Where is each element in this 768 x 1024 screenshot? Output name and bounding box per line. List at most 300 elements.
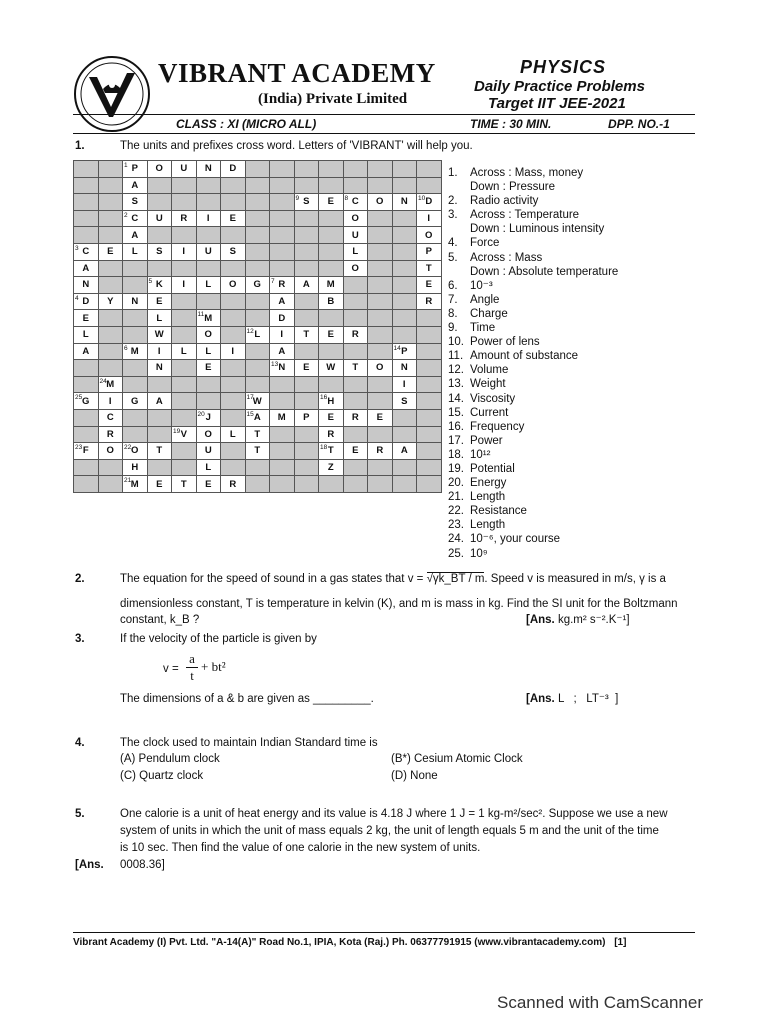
answer-label: [Ans. — [526, 693, 555, 705]
crossword-cell — [270, 210, 295, 227]
clue-text: Energy — [470, 477, 507, 490]
crossword-cell — [172, 360, 197, 377]
crossword-cell — [221, 227, 246, 244]
crossword-cell — [123, 426, 148, 443]
crossword-cell — [98, 476, 123, 493]
clue-item — [448, 363, 618, 377]
crossword-cell: E — [319, 326, 344, 343]
crossword-cell: E — [319, 194, 344, 211]
crossword-cell: O — [147, 161, 172, 178]
crossword-cell: N — [392, 194, 417, 211]
crossword-row — [74, 194, 442, 211]
clue-text: Across : Mass, money — [470, 167, 584, 179]
crossword-row — [74, 443, 442, 460]
clue-number: 24. — [448, 533, 464, 546]
crossword-cell: 6 M — [123, 343, 148, 360]
clue-number: 22. — [448, 505, 464, 518]
crossword-cell: E — [221, 210, 246, 227]
question-2-line-1 — [120, 571, 666, 588]
crossword-cell: 9 S — [294, 194, 319, 211]
question-3-line-1: If the velocity of the particle is given by — [120, 633, 317, 645]
crossword-cell: 25 G — [74, 393, 99, 410]
question-3-answer — [526, 691, 618, 708]
clue-text: 10⁹ — [470, 547, 488, 560]
crossword-row — [74, 459, 442, 476]
crossword-cell: E — [196, 360, 221, 377]
crossword-cell: G — [123, 393, 148, 410]
crossword-cell — [270, 393, 295, 410]
crossword-row — [74, 161, 442, 178]
crossword-cell — [343, 277, 368, 294]
crossword-cell — [270, 177, 295, 194]
crossword-cell: E — [74, 310, 99, 327]
header-divider-bottom — [73, 133, 695, 134]
clue-item — [448, 448, 618, 462]
clue-number: 12. — [448, 364, 464, 377]
crossword-cell — [343, 476, 368, 493]
clue-text: Length — [470, 519, 506, 532]
clue-number: 6. — [448, 279, 458, 292]
clue-text: 10¹² — [470, 448, 491, 461]
crossword-cell — [417, 426, 442, 443]
crossword-cell — [294, 227, 319, 244]
header-divider-top — [73, 114, 695, 115]
crossword-cell — [294, 177, 319, 194]
crossword-cell — [294, 161, 319, 178]
crossword-cell — [98, 260, 123, 277]
crossword-cell — [172, 177, 197, 194]
crossword-cell — [392, 476, 417, 493]
clue-text: Amount of substance — [470, 350, 579, 363]
brand-subtitle: (India) Private Limited — [258, 91, 408, 107]
crossword-cell — [417, 376, 442, 393]
crossword-cell — [147, 177, 172, 194]
crossword-cell — [98, 210, 123, 227]
clue-number: 5. — [448, 251, 458, 264]
crossword-cell — [172, 194, 197, 211]
crossword-cell — [343, 426, 368, 443]
crossword-cell — [221, 393, 246, 410]
crossword-cell — [343, 376, 368, 393]
crossword-cell: 17 W — [245, 393, 270, 410]
crossword-cell: O — [368, 360, 393, 377]
clue-text: Down : Absolute temperature — [470, 265, 619, 278]
crossword-cell — [172, 443, 197, 460]
clue-text: Across : Temperature — [470, 209, 580, 222]
crossword-cell — [417, 177, 442, 194]
crossword-cell: A — [74, 343, 99, 360]
clue-number — [448, 265, 470, 279]
crossword-cell — [319, 210, 344, 227]
clue-item — [448, 476, 618, 490]
crossword-cell: A — [147, 393, 172, 410]
crossword-cell: I — [196, 210, 221, 227]
crossword-cell: O — [221, 277, 246, 294]
crossword-cell — [368, 277, 393, 294]
crossword-cell — [270, 161, 295, 178]
crossword-cell: A — [270, 343, 295, 360]
crossword-cell — [417, 409, 442, 426]
clue-number: 11. — [448, 350, 464, 363]
clue-text: Potential — [470, 462, 515, 475]
clue-item — [448, 236, 618, 250]
clue-number: 20. — [448, 477, 464, 490]
crossword-cell — [74, 476, 99, 493]
question-number-5: 5. — [75, 808, 85, 820]
crossword-cell: O — [343, 260, 368, 277]
crossword-cell — [392, 161, 417, 178]
crossword-cell: L — [221, 426, 246, 443]
crossword-cell — [196, 376, 221, 393]
crossword-cell: D — [270, 310, 295, 327]
crossword-cell — [74, 177, 99, 194]
crossword-cell: 12 L — [245, 326, 270, 343]
time-label: TIME : 30 MIN. — [470, 117, 552, 131]
crossword-cell — [221, 310, 246, 327]
option-c: (C) Quartz clock — [120, 770, 204, 782]
crossword-cell — [98, 194, 123, 211]
crossword-cell — [221, 409, 246, 426]
question-2-text-a: The equation for the speed of sound in a gas states that v = — [120, 573, 427, 585]
crossword-cell — [368, 260, 393, 277]
crossword-cell — [172, 293, 197, 310]
clue-text: 10⁻⁶, your course — [470, 533, 561, 546]
crossword-cell: L — [123, 243, 148, 260]
clue-number: 21. — [448, 491, 464, 504]
crossword-cell: I — [98, 393, 123, 410]
crossword-cell — [392, 293, 417, 310]
crossword-cell: N — [147, 360, 172, 377]
crossword-cell: L — [196, 343, 221, 360]
crossword-cell — [245, 177, 270, 194]
crossword-row — [74, 227, 442, 244]
crossword-cell — [270, 243, 295, 260]
crossword-cell — [294, 459, 319, 476]
crossword-cell: E — [147, 476, 172, 493]
clue-item — [448, 434, 618, 448]
crossword-cell — [221, 443, 246, 460]
crossword-cell — [172, 227, 197, 244]
clue-item — [448, 180, 618, 194]
crossword-cell: I — [147, 343, 172, 360]
clue-text: Angle — [470, 293, 500, 306]
crossword-cell — [319, 243, 344, 260]
question-2-text-b: . Speed v is measured in m/s, γ is a — [484, 573, 666, 585]
question-5-line-2: system of units in which the unit of mass equals 2 kg, the unit of length equals 5 m and the unit of the time — [120, 825, 659, 837]
crossword-cell — [270, 459, 295, 476]
crossword-cell — [270, 476, 295, 493]
crossword-cell — [196, 260, 221, 277]
crossword-cell — [196, 393, 221, 410]
crossword-cell — [245, 227, 270, 244]
clue-item — [448, 420, 618, 434]
speed-formula: √γk_BT / m — [426, 573, 485, 585]
crossword-cell: T — [245, 443, 270, 460]
crossword-cell: L — [172, 343, 197, 360]
crossword-cell — [417, 310, 442, 327]
crossword-cell — [368, 459, 393, 476]
clue-number: 19. — [448, 462, 464, 475]
crossword-cell — [172, 409, 197, 426]
clue-item — [448, 547, 618, 561]
clue-text: Time — [470, 322, 496, 335]
crossword-cell — [245, 459, 270, 476]
crossword-cell: P — [417, 243, 442, 260]
velocity-eq-rest: + bt² — [201, 659, 226, 674]
crossword-cell — [343, 459, 368, 476]
clue-text: Viscosity — [470, 392, 516, 405]
clue-item — [448, 321, 618, 335]
crossword-cell — [147, 194, 172, 211]
crossword-cell: E — [294, 360, 319, 377]
crossword-cell — [245, 210, 270, 227]
option-b: (B*) Cesium Atomic Clock — [391, 753, 523, 765]
clue-item — [448, 251, 618, 265]
crossword-cell — [417, 360, 442, 377]
crossword-cell — [147, 227, 172, 244]
clue-number: 13. — [448, 378, 464, 391]
clue-item — [448, 335, 618, 349]
crossword-cell — [392, 227, 417, 244]
crossword-cell — [343, 343, 368, 360]
clue-text: Weight — [470, 378, 506, 391]
crossword-cell: 4 D — [74, 293, 99, 310]
crossword-cell — [245, 343, 270, 360]
question-5-answer: 0008.36] — [120, 859, 165, 871]
clue-number: 25. — [448, 547, 464, 560]
answer-value: kg.m² s⁻².K⁻¹] — [557, 614, 630, 626]
clue-text: Resistance — [470, 505, 527, 518]
crossword-cell — [123, 409, 148, 426]
crossword-cell — [74, 227, 99, 244]
crossword-cell — [294, 443, 319, 460]
crossword-cell: E — [417, 277, 442, 294]
crossword-cell: 2 C — [123, 210, 148, 227]
crossword-cell — [245, 360, 270, 377]
crossword-cell: A — [270, 293, 295, 310]
crossword-cell: U — [196, 443, 221, 460]
crossword-cell: 21 M — [123, 476, 148, 493]
crossword-row — [74, 376, 442, 393]
crossword-cell — [245, 161, 270, 178]
crossword-cell: 19 V — [172, 426, 197, 443]
crossword-cell — [221, 177, 246, 194]
crossword-cell: N — [74, 277, 99, 294]
crossword-cell — [319, 476, 344, 493]
clue-text: 10⁻³ — [470, 279, 493, 292]
crossword-cell — [172, 326, 197, 343]
crossword-cell — [196, 227, 221, 244]
clue-text: Across : Mass — [470, 251, 543, 264]
crossword-cell: N — [196, 161, 221, 178]
clue-number: 4. — [448, 237, 458, 250]
clue-text: Power — [470, 434, 503, 447]
crossword-cell — [98, 459, 123, 476]
crossword-cell: O — [417, 227, 442, 244]
crossword-cell — [98, 310, 123, 327]
crossword-cell: N — [123, 293, 148, 310]
crossword-cell — [294, 293, 319, 310]
crossword-cell: R — [343, 409, 368, 426]
crossword-cell — [392, 409, 417, 426]
crossword-row — [74, 426, 442, 443]
clue-item — [448, 222, 618, 236]
clue-number: 8. — [448, 307, 458, 320]
crossword-cell — [172, 376, 197, 393]
crossword-cell: U — [196, 243, 221, 260]
option-d: (D) None — [391, 770, 438, 782]
clue-text: Force — [470, 237, 500, 250]
class-label: CLASS : XI (MICRO ALL) — [176, 117, 317, 131]
crossword-cell: P — [294, 409, 319, 426]
crossword-cell: 24 M — [98, 376, 123, 393]
crossword-cell: 11 M — [196, 310, 221, 327]
crossword-cell — [417, 161, 442, 178]
crossword-row — [74, 360, 442, 377]
crossword-cell — [98, 227, 123, 244]
crossword-cell — [417, 343, 442, 360]
crossword-cell: S — [221, 243, 246, 260]
crossword-cell — [368, 243, 393, 260]
crossword-cell — [319, 161, 344, 178]
question-5-line-1: One calorie is a unit of heat energy and its value is 4.18 J where 1 J = 1 kg-m²/sec². Suppose we use a new — [120, 808, 668, 820]
crossword-cell — [74, 426, 99, 443]
crossword-cell — [417, 459, 442, 476]
crossword-row — [74, 409, 442, 426]
crossword-cell — [245, 293, 270, 310]
question-1-text: The units and prefixes cross word. Letters of 'VIBRANT' will help you. — [120, 140, 473, 152]
crossword-cell — [221, 260, 246, 277]
question-number-2: 2. — [75, 573, 85, 585]
clue-item — [448, 166, 618, 180]
crossword-cell — [417, 326, 442, 343]
crossword-cell — [368, 293, 393, 310]
crossword-cell: E — [319, 409, 344, 426]
crossword-cell: L — [196, 459, 221, 476]
crossword-cell — [98, 177, 123, 194]
crossword-cell — [245, 260, 270, 277]
crossword-cell — [294, 210, 319, 227]
clue-item — [448, 462, 618, 476]
crossword-cell: L — [343, 243, 368, 260]
crossword-cell — [294, 343, 319, 360]
crossword-row — [74, 260, 442, 277]
crossword-cell: O — [196, 326, 221, 343]
clue-number: 2. — [448, 195, 458, 208]
clue-text: Down : Pressure — [470, 181, 556, 194]
clue-number: 1. — [448, 167, 458, 179]
clue-item — [448, 265, 618, 279]
crossword-cell: 18 T — [319, 443, 344, 460]
crossword-cell: O — [196, 426, 221, 443]
question-2-line-2: dimensionless constant, T is temperature in kelvin (K), and m is mass in kg. Find the SI unit for the Boltzmann — [120, 598, 678, 610]
dpp-title: Daily Practice Problems — [474, 78, 645, 95]
crossword-cell: 15 A — [245, 409, 270, 426]
crossword-cell: I — [172, 277, 197, 294]
crossword-cell: O — [368, 194, 393, 211]
footer-address: Vibrant Academy (I) Pvt. Ltd. "A-14(A)" Road No.1, IPIA, Kota (Raj.) Ph. 06377791915 — [73, 937, 472, 948]
crossword-cell — [270, 227, 295, 244]
crossword-cell — [123, 376, 148, 393]
subject-title: PHYSICS — [520, 57, 607, 77]
clue-item — [448, 377, 618, 391]
clue-number — [448, 222, 470, 236]
crossword-row — [74, 243, 442, 260]
crossword-cell: E — [343, 443, 368, 460]
crossword-cell: A — [392, 443, 417, 460]
crossword-cell: I — [221, 343, 246, 360]
crossword-cell — [392, 260, 417, 277]
crossword-cell — [392, 310, 417, 327]
crossword-cell — [98, 326, 123, 343]
velocity-eq-denominator: t — [190, 668, 194, 683]
crossword-cell — [147, 459, 172, 476]
crossword-cell — [147, 426, 172, 443]
crossword-cell: S — [147, 243, 172, 260]
crossword-cell — [368, 177, 393, 194]
crossword-cell — [417, 443, 442, 460]
crossword-cell — [98, 161, 123, 178]
crossword-row — [74, 210, 442, 227]
clue-item — [448, 349, 618, 363]
question-number-4: 4. — [75, 737, 85, 749]
clue-text: Frequency — [470, 420, 525, 433]
footer-text — [73, 937, 626, 948]
brand-name: VIBRANT ACADEMY — [158, 58, 436, 88]
crossword-cell — [221, 194, 246, 211]
camscanner-watermark: Scanned with CamScanner — [497, 993, 704, 1012]
crossword-cell — [294, 376, 319, 393]
clue-number: 18. — [448, 448, 464, 461]
crossword-cell: A — [123, 227, 148, 244]
crossword-cell — [368, 376, 393, 393]
crossword-cell: 22 O — [123, 443, 148, 460]
crossword-cell — [319, 376, 344, 393]
crossword-cell: A — [294, 277, 319, 294]
clue-text: Volume — [470, 364, 509, 377]
crossword-cell — [74, 409, 99, 426]
crossword-cell — [123, 326, 148, 343]
academy-logo — [73, 55, 151, 133]
crossword-cell — [417, 476, 442, 493]
crossword-cell: A — [74, 260, 99, 277]
crossword-cell — [98, 343, 123, 360]
crossword-cell — [74, 161, 99, 178]
clue-text: Down : Luminous intensity — [470, 223, 605, 236]
crossword-cell: L — [74, 326, 99, 343]
crossword-cell: N — [392, 360, 417, 377]
crossword-cell — [368, 326, 393, 343]
question-2-line-3: constant, k_B ? — [120, 614, 200, 626]
crossword-cell — [74, 194, 99, 211]
question-number-3: 3. — [75, 633, 85, 645]
crossword-cell: A — [123, 177, 148, 194]
crossword-cell: I — [417, 210, 442, 227]
clue-number: 10. — [448, 336, 464, 349]
crossword-cell: L — [147, 310, 172, 327]
crossword-cell — [368, 343, 393, 360]
crossword-cell: I — [392, 376, 417, 393]
crossword-cell — [392, 177, 417, 194]
crossword-cell: Z — [319, 459, 344, 476]
crossword-cell — [123, 260, 148, 277]
crossword-cell — [196, 293, 221, 310]
crossword-cell — [270, 376, 295, 393]
crossword-cell: U — [147, 210, 172, 227]
crossword-cell: R — [319, 426, 344, 443]
crossword-cell — [172, 260, 197, 277]
clue-item — [448, 490, 618, 504]
